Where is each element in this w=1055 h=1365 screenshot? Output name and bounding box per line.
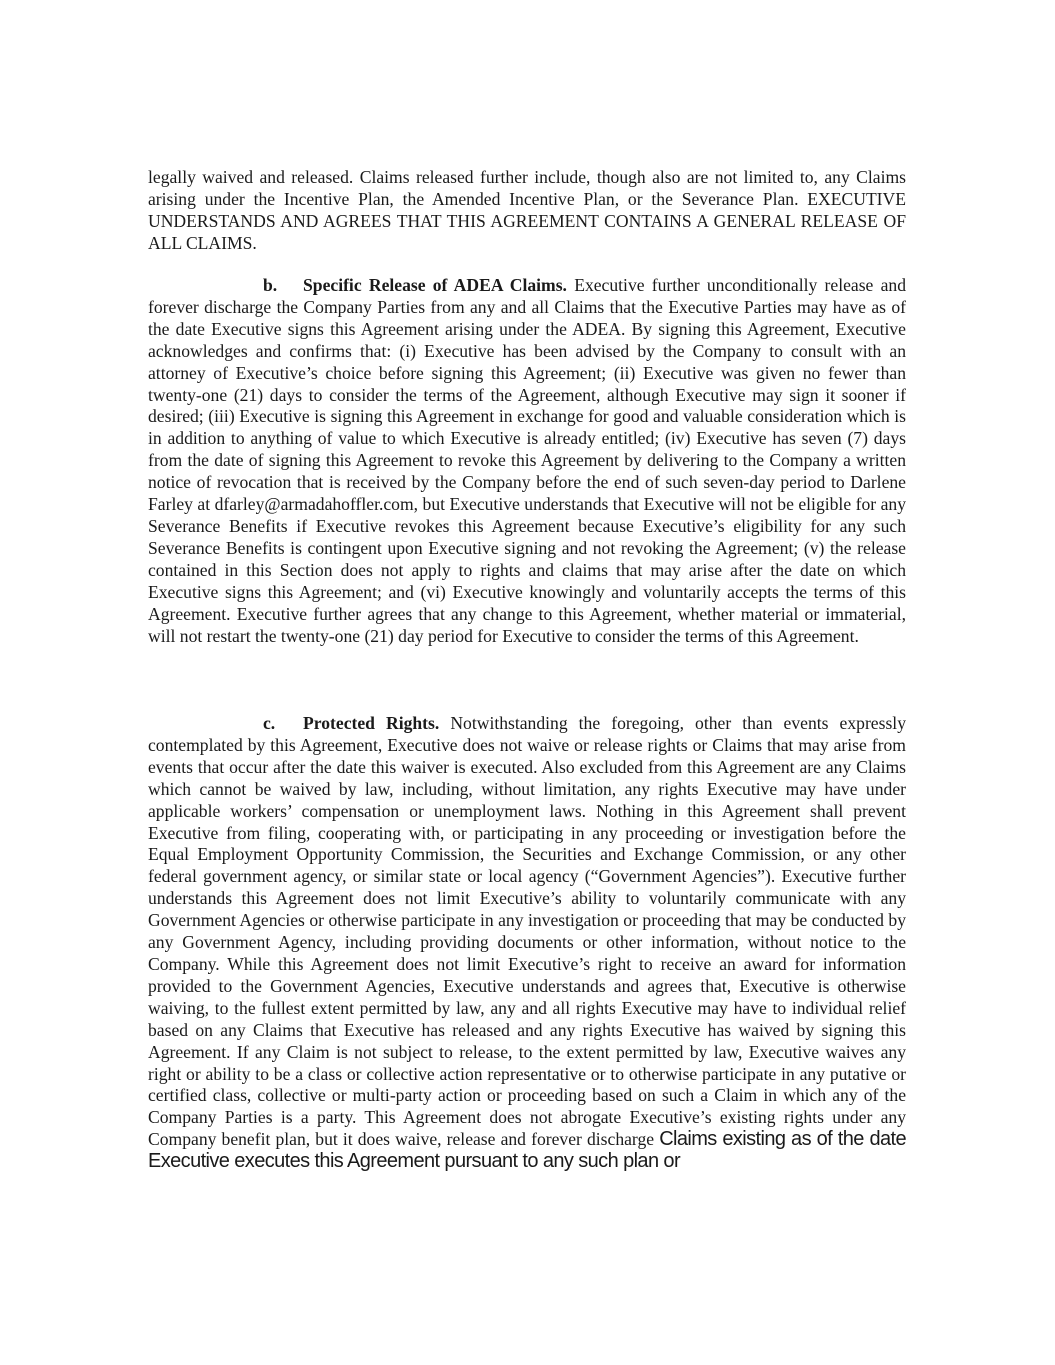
paragraph-a	[148, 167, 906, 255]
paragraph-c-heading: Protected Rights.	[303, 713, 440, 733]
paragraph-c-body	[148, 713, 906, 1173]
paragraph-b-text: Executive further unconditionally release and forever discharge the Company Parties from any and all Claims that the Executive Parties may have as of the date Executive signs this Agreement arising under the ADEA. By signing this Agreement, Executive acknowledges and confirms that: (i) Executive has been advised by the Company to consult with an attorney of Executive’s choice before signing this Agreement; (ii) Executive was given no fewer than twenty-one (21) days to consider the terms of the Agreement, although Executive may sign it sooner if desired; (iii) Executive is signing this Agreement in exchange for good and valuable consideration which is in addition to anything of value to which Executive is already entitled; (iv) Executive has seven (7) days from the date of signing this Agreement to revoke this Agreement by delivering to the Company a written notice of revocation that is received by the Company before the end of such seven-day period to Darlene Farley at dfarley@armadahoffler.com, but Executive understands that Executive will not be eligible for any Severance Benefits if Executive revokes this Agreement because Executive’s eligibility for any such Severance Benefits is contingent upon Executive signing and not revoking the Agreement; (v) the release contained in this Section does not apply to rights and claims that may arise after the date on which Executive signs this Agreement; and (vi) Executive knowingly and voluntarily accepts the terms of this Agreement. Executive further agrees that any change to this Agreement, whether material or immaterial, will not restart the twenty-one (21) day period for Executive to consider the terms of this Agreement.	[148, 275, 906, 646]
paragraph-b	[148, 275, 906, 647]
paragraph-c-last-line: Claims existing as of the date Executive executes this Agreement pursuant to any such plan or	[148, 1128, 906, 1173]
paragraph-b-letter: b.	[263, 275, 278, 295]
paragraph-c-letter: c.	[263, 713, 276, 733]
paragraph-b-heading: Specific Release of ADEA Claims.	[303, 275, 567, 295]
paragraph-b-body	[148, 275, 906, 647]
paragraph-c	[148, 713, 906, 1173]
paragraph-c-text: Notwithstanding the foregoing, other than events expressly contemplated by this Agreement, Executive does not waive or release rights or Claims that may arise from events that occur after the date this waiver is executed. Also excluded from this Agreement are any Claims which cannot be waived by law, including, without limitation, any rights Executive may have under applicable workers’ compensation or unemployment laws. Nothing in this Agreement shall prevent Executive from filing, cooperating with, or participating in any proceeding or investigation before the Equal Employment Opportunity Commission, the Securities and Exchange Commission, or any other federal government agency, or similar state or local agency (“Government Agencies”). Executive further understands this Agreement does not limit Executive’s ability to voluntarily communicate with any Government Agencies or otherwise participate in any investigation or proceeding that may be conducted by any Government Agency, including providing documents or other information, without notice to the Company. While this Agreement does not limit Executive’s right to receive an award for information provided to the Government Agencies, Executive understands and agrees that, Executive is otherwise waiving, to the fullest extent permitted by law, any and all rights Executive may have to individual relief based on any Claims that Executive has released and any rights Executive has waived by signing this Agreement. If any Claim is not subject to release, to the extent permitted by law, Executive waives any right or ability to be a class or collective action representative or to otherwise participate in any putative or certified class, collective or multi-party action or proceeding based on such a Claim in which any of the Company Parties is a party. This Agreement does not abrogate Executive’s existing rights under any Company benefit plan, but it does waive, release and forever discharge	[148, 713, 906, 1150]
paragraph-a-text: legally waived and released. Claims released further include, though also are not limited to, any Claims arising under the Incentive Plan, the Amended Incentive Plan, or the Severance Plan. EXECUTIVE UNDERSTANDS AND AGREES THAT THIS AGREEMENT CONTAINS A GENERAL RELEASE OF ALL CLAIMS.	[148, 167, 906, 253]
